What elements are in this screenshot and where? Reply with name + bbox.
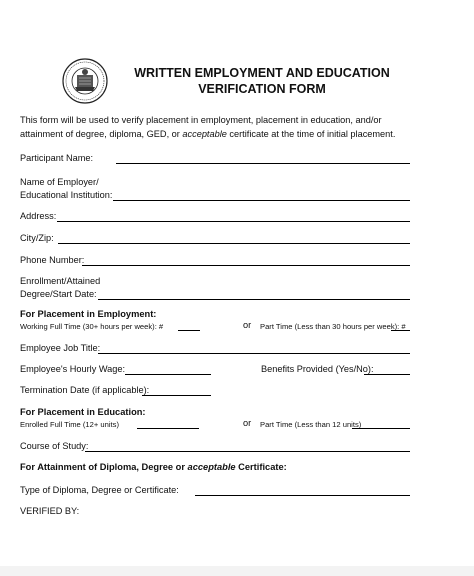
course-label: Course of Study: [20,441,89,451]
employment-parttime-label: Part Time (Less than 30 hours per week): # [260,322,406,331]
city-seal-logo [62,58,108,104]
enrollment-label-line1: Enrollment/Attained [20,276,101,286]
form-title-line1: WRITTEN EMPLOYMENT AND EDUCATION [134,66,390,80]
page-bottom-edge [0,566,474,576]
education-fulltime-label: Enrolled Full Time (12+ units) [20,420,119,429]
job-title-label: Employee Job Title: [20,343,101,353]
enrollment-date-field[interactable] [98,299,410,300]
employer-label-line2: Educational Institution: [20,190,113,200]
employer-label-line1: Name of Employer/ [20,177,99,187]
employment-or: or [243,320,252,330]
enrollment-label-line2: Degree/Start Date: [20,289,97,299]
hourly-wage-field[interactable] [125,374,211,375]
diploma-type-field[interactable] [195,495,410,496]
attainment-heading: For Attainment of Diploma, Degree or acceptable Certificate: [20,462,287,472]
employment-parttime-field[interactable] [391,330,410,331]
education-heading: For Placement in Education: [20,407,146,417]
phone-label: Phone Number: [20,255,85,265]
benefits-field[interactable] [364,374,410,375]
diploma-type-label: Type of Diploma, Degree or Certificate: [20,485,179,495]
employer-field[interactable] [113,200,410,201]
intro-line1: This form will be used to verify placement in employment, placement in education, and/or [20,115,382,125]
termination-label: Termination Date (if applicable): [20,385,150,395]
intro-line2: attainment of degree, diploma, GED, or acceptable certificate at the time of initial placement. [20,129,396,139]
benefits-label: Benefits Provided (Yes/No): [261,364,374,374]
employment-fulltime-label: Working Full Time (30+ hours per week): # [20,322,164,331]
course-field[interactable] [85,451,410,452]
city-zip-field[interactable] [58,243,410,244]
education-or: or [243,418,252,428]
employment-fulltime-field[interactable] [178,330,200,331]
education-fulltime-field[interactable] [137,428,199,429]
form-title-line2: VERIFICATION FORM [198,82,326,96]
education-parttime-field[interactable] [352,428,410,429]
employment-heading: For Placement in Employment: [20,309,157,319]
participant-name-label: Participant Name: [20,153,94,163]
education-parttime-label: Part Time (Less than 12 units) [260,420,362,429]
participant-name-field[interactable] [116,163,410,164]
hourly-wage-label: Employee's Hourly Wage: [20,364,126,374]
address-field[interactable] [57,221,410,222]
phone-field[interactable] [82,265,410,266]
job-title-field[interactable] [98,353,410,354]
address-label: Address: [20,211,57,221]
city-zip-label: City/Zip: [20,233,54,243]
termination-field[interactable] [142,395,211,396]
verified-by-label: VERIFIED BY: [20,506,80,516]
